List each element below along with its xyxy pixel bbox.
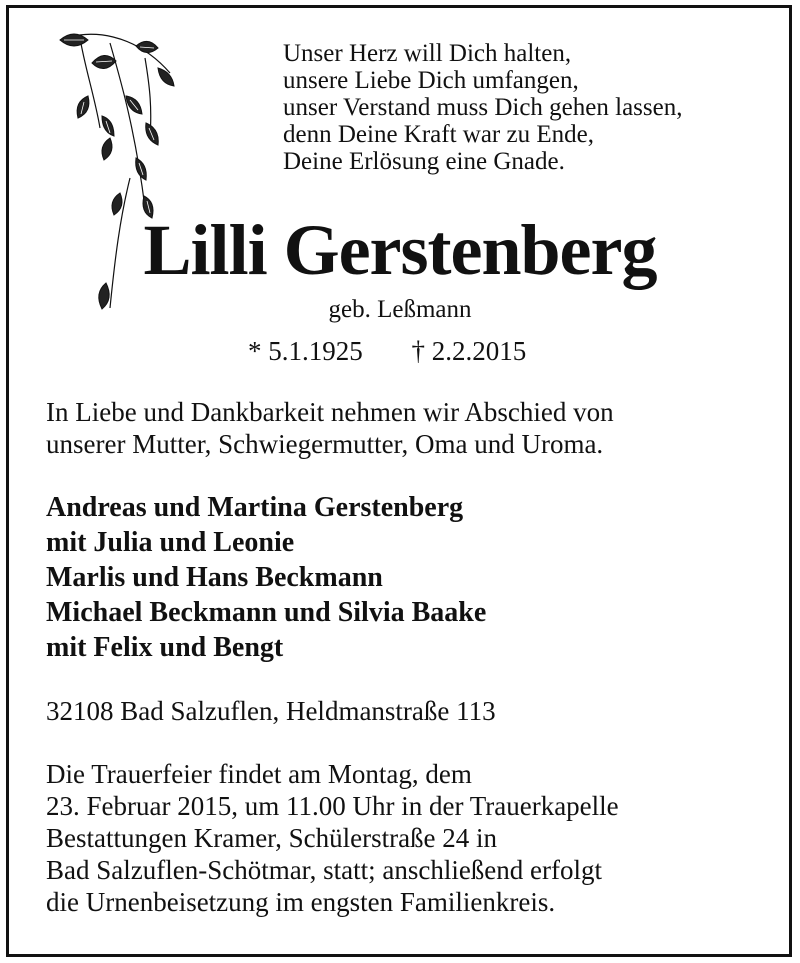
service-line: Die Trauerfeier findet am Montag, dem — [46, 759, 472, 789]
mourners-list — [46, 490, 486, 665]
poem-line: denn Deine Kraft war zu Ende, — [283, 121, 594, 148]
poem-line: Deine Erlösung eine Gnade. — [283, 148, 565, 175]
service-line: 23. Februar 2015, um 11.00 Uhr in der Trauerkapelle — [46, 791, 619, 821]
poem-line: unsere Liebe Dich umfangen, — [283, 67, 579, 94]
service-line: die Urnenbeisetzung im engsten Familienkreis. — [46, 887, 556, 917]
service-line: Bad Salzuflen-Schötmar, statt; anschließend erfolgt — [46, 855, 603, 885]
birth-name: geb. Leßmann — [328, 296, 472, 323]
mourner-line: mit Julia und Leonie — [46, 527, 295, 558]
mourner-line: Andreas und Martina Gerstenberg — [46, 492, 464, 523]
death-date: † 2.2.2015 — [411, 336, 527, 366]
service-details — [46, 758, 619, 918]
birch-branch-icon — [40, 18, 190, 338]
farewell-text — [46, 396, 614, 460]
poem — [283, 40, 682, 175]
birth-date: * 5.1.1925 — [248, 336, 363, 366]
poem-line: unser Verstand muss Dich gehen lassen, — [283, 94, 683, 121]
address: 32108 Bad Salzuflen, Heldmanstraße 113 — [46, 696, 496, 726]
mourner-line: Marlis und Hans Beckmann — [46, 562, 383, 593]
farewell-line: unserer Mutter, Schwiegermutter, Oma und Uroma. — [46, 429, 604, 459]
mourner-line: Michael Beckmann und Silvia Baake — [46, 597, 487, 628]
farewell-line: In Liebe und Dankbarkeit nehmen wir Abschied von — [46, 397, 614, 427]
service-line: Bestattungen Kramer, Schülerstraße 24 in — [46, 823, 498, 853]
poem-line: Unser Herz will Dich halten, — [283, 40, 572, 67]
deceased-name: Lilli Gerstenberg — [143, 210, 657, 290]
life-dates — [248, 336, 526, 367]
mourner-line: mit Felix und Bengt — [46, 632, 284, 663]
